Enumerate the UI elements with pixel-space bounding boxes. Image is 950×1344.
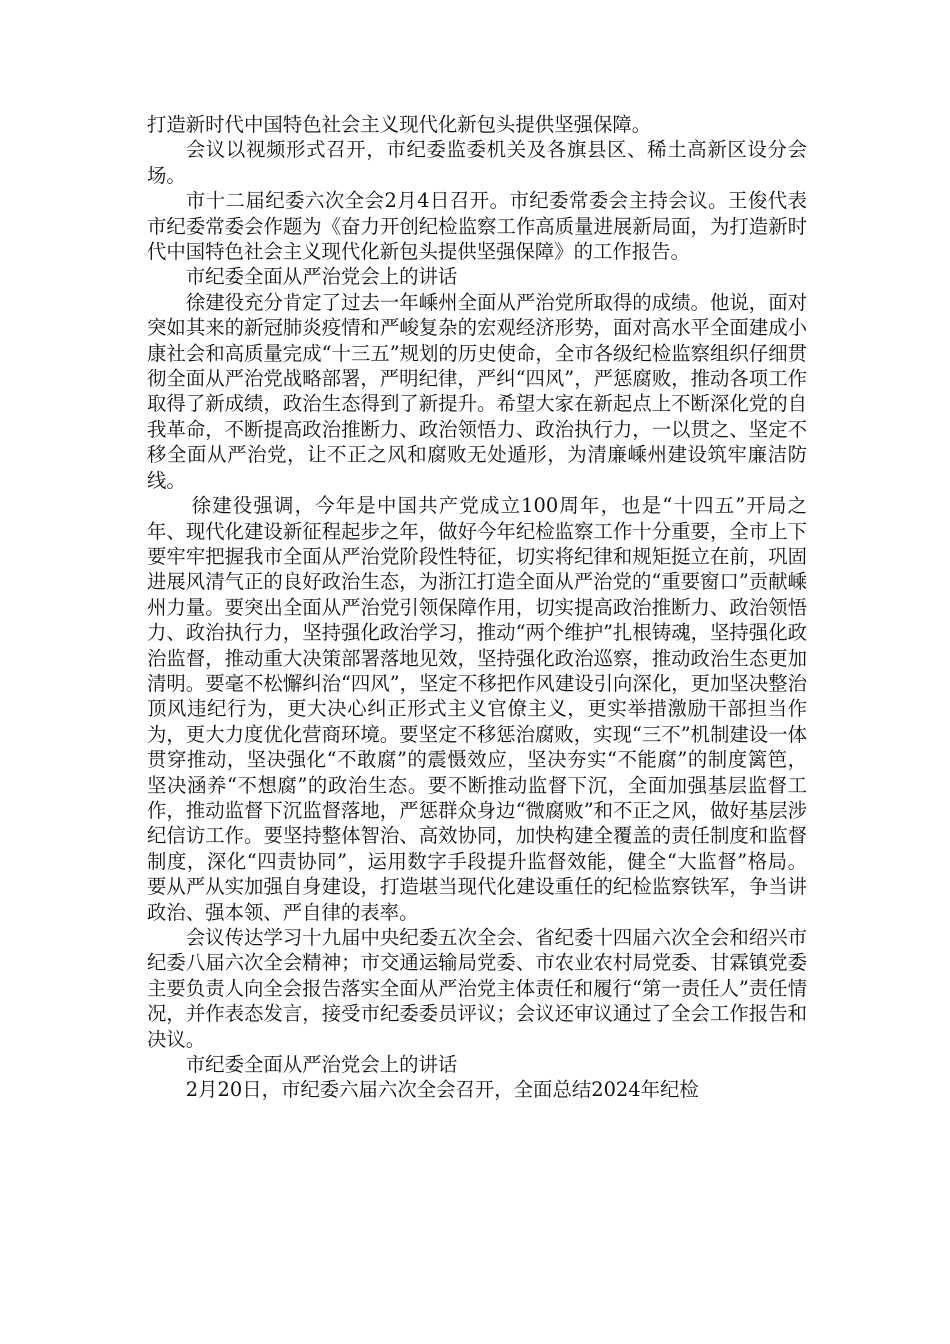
section-heading-1: 市纪委全面从严治党会上的讲话 <box>185 265 458 289</box>
paragraph-7: 2月20日，市纪委六届六次全会召开，全面总结2024年纪检 <box>185 1078 699 1102</box>
paragraph-2: 会议以视频形式召开，市纪委监委机关及各旗县区、稀土高新区设分会场。 <box>147 138 807 187</box>
section-heading-2: 市纪委全面从严治党会上的讲话 <box>185 1053 458 1077</box>
paragraph-4: 徐建役充分肯定了过去一年嵊州全面从严治党所取得的成绩。他说，面对突如其来的新冠肺炎疫情和严峻复杂的宏观经济形势，面对高水平全面建成小康社会和高质量完成“十三五”规划的历史使命，全市各级纪检监察组织仔细贯彻全面从严治党战略部署，严明纪律，严纠“四风”，严惩腐败，推动各项工作取得了新成绩，政治生态得到了新提升。希望大家在新起点上不断深化党的自我革命，不断提高政治推断力、政治领悟力、政治执行力，一以贯之、坚定不移全面从严治党，让不正之风和腐败无处遁形，为清廉嵊州建设筑牢廉洁防线。 <box>147 290 807 492</box>
document-body <box>147 112 807 1103</box>
paragraph-6: 会议传达学习十九届中央纪委五次全会、省纪委十四届六次全会和绍兴市纪委八届六次全会精神；市交通运输局党委、市农业农村局党委、甘霖镇党委主要负责人向全会报告落实全面从严治党主体责任和履行“第一责任人”责任情况，并作表态发言，接受市纪委委员评议；会议还审议通过了全会工作报告和决议。 <box>147 926 807 1051</box>
paragraph-5: 徐建役强调，今年是中国共产党成立100周年，也是“十四五”开局之年、现代化建设新征程起步之年，做好今年纪检监察工作十分重要，全市上下要牢牢把握我市全面从严治党阶段性特征，切实将纪律和规矩挺立在前，巩固进展风清气正的良好政治生态，为浙江打造全面从严治党的“重要窗口”贡献嵊州力量。要突出全面从严治党引领保障作用，切实提高政治推断力、政治领悟力、政治执行力，坚持强化政治学习，推动“两个维护”扎根铸魂，坚持强化政治监督，推动重大决策部署落地见效，坚持强化政治巡察，推动政治生态更加清明。要毫不松懈纠治“四风”，坚定不移把作风建设引向深化，更加坚决整治顶风违纪行为，更大决心纠正形式主义官僚主义，更实举措激励干部担当作为，更大力度优化营商环境。要坚定不移惩治腐败，实现“三不”机制建设一体贯穿推动，坚决强化“不敢腐”的震慑效应，坚决夯实“不能腐”的制度篱笆，坚决涵养“不想腐”的政治生态。要不断推动监督下沉，全面加强基层监督工作，推动监督下沉监督落地，严惩群众身边“微腐败”和不正之风，做好基层涉纪信访工作。要坚持整体智治、高效协同，加快构建全覆盖的责任制度和监督制度，深化“四责协同”，运用数字手段提升监督效能，健全“大监督”格局。要从严从实加强自身建设，打造堪当现代化建设重任的纪检监察铁军，争当讲政治、强本领、严自律的表率。 <box>147 494 807 924</box>
paragraph-3: 市十二届纪委六次全会2月4日召开。市纪委常委会主持会议。王俊代表市纪委常委会作题为《奋力开创纪检监察工作高质量进展新局面，为打造新时代中国特色社会主义现代化新包头提供坚强保障》的工作报告。 <box>147 189 807 264</box>
paragraph-1: 打造新时代中国特色社会主义现代化新包头提供坚强保障。 <box>147 113 652 136</box>
